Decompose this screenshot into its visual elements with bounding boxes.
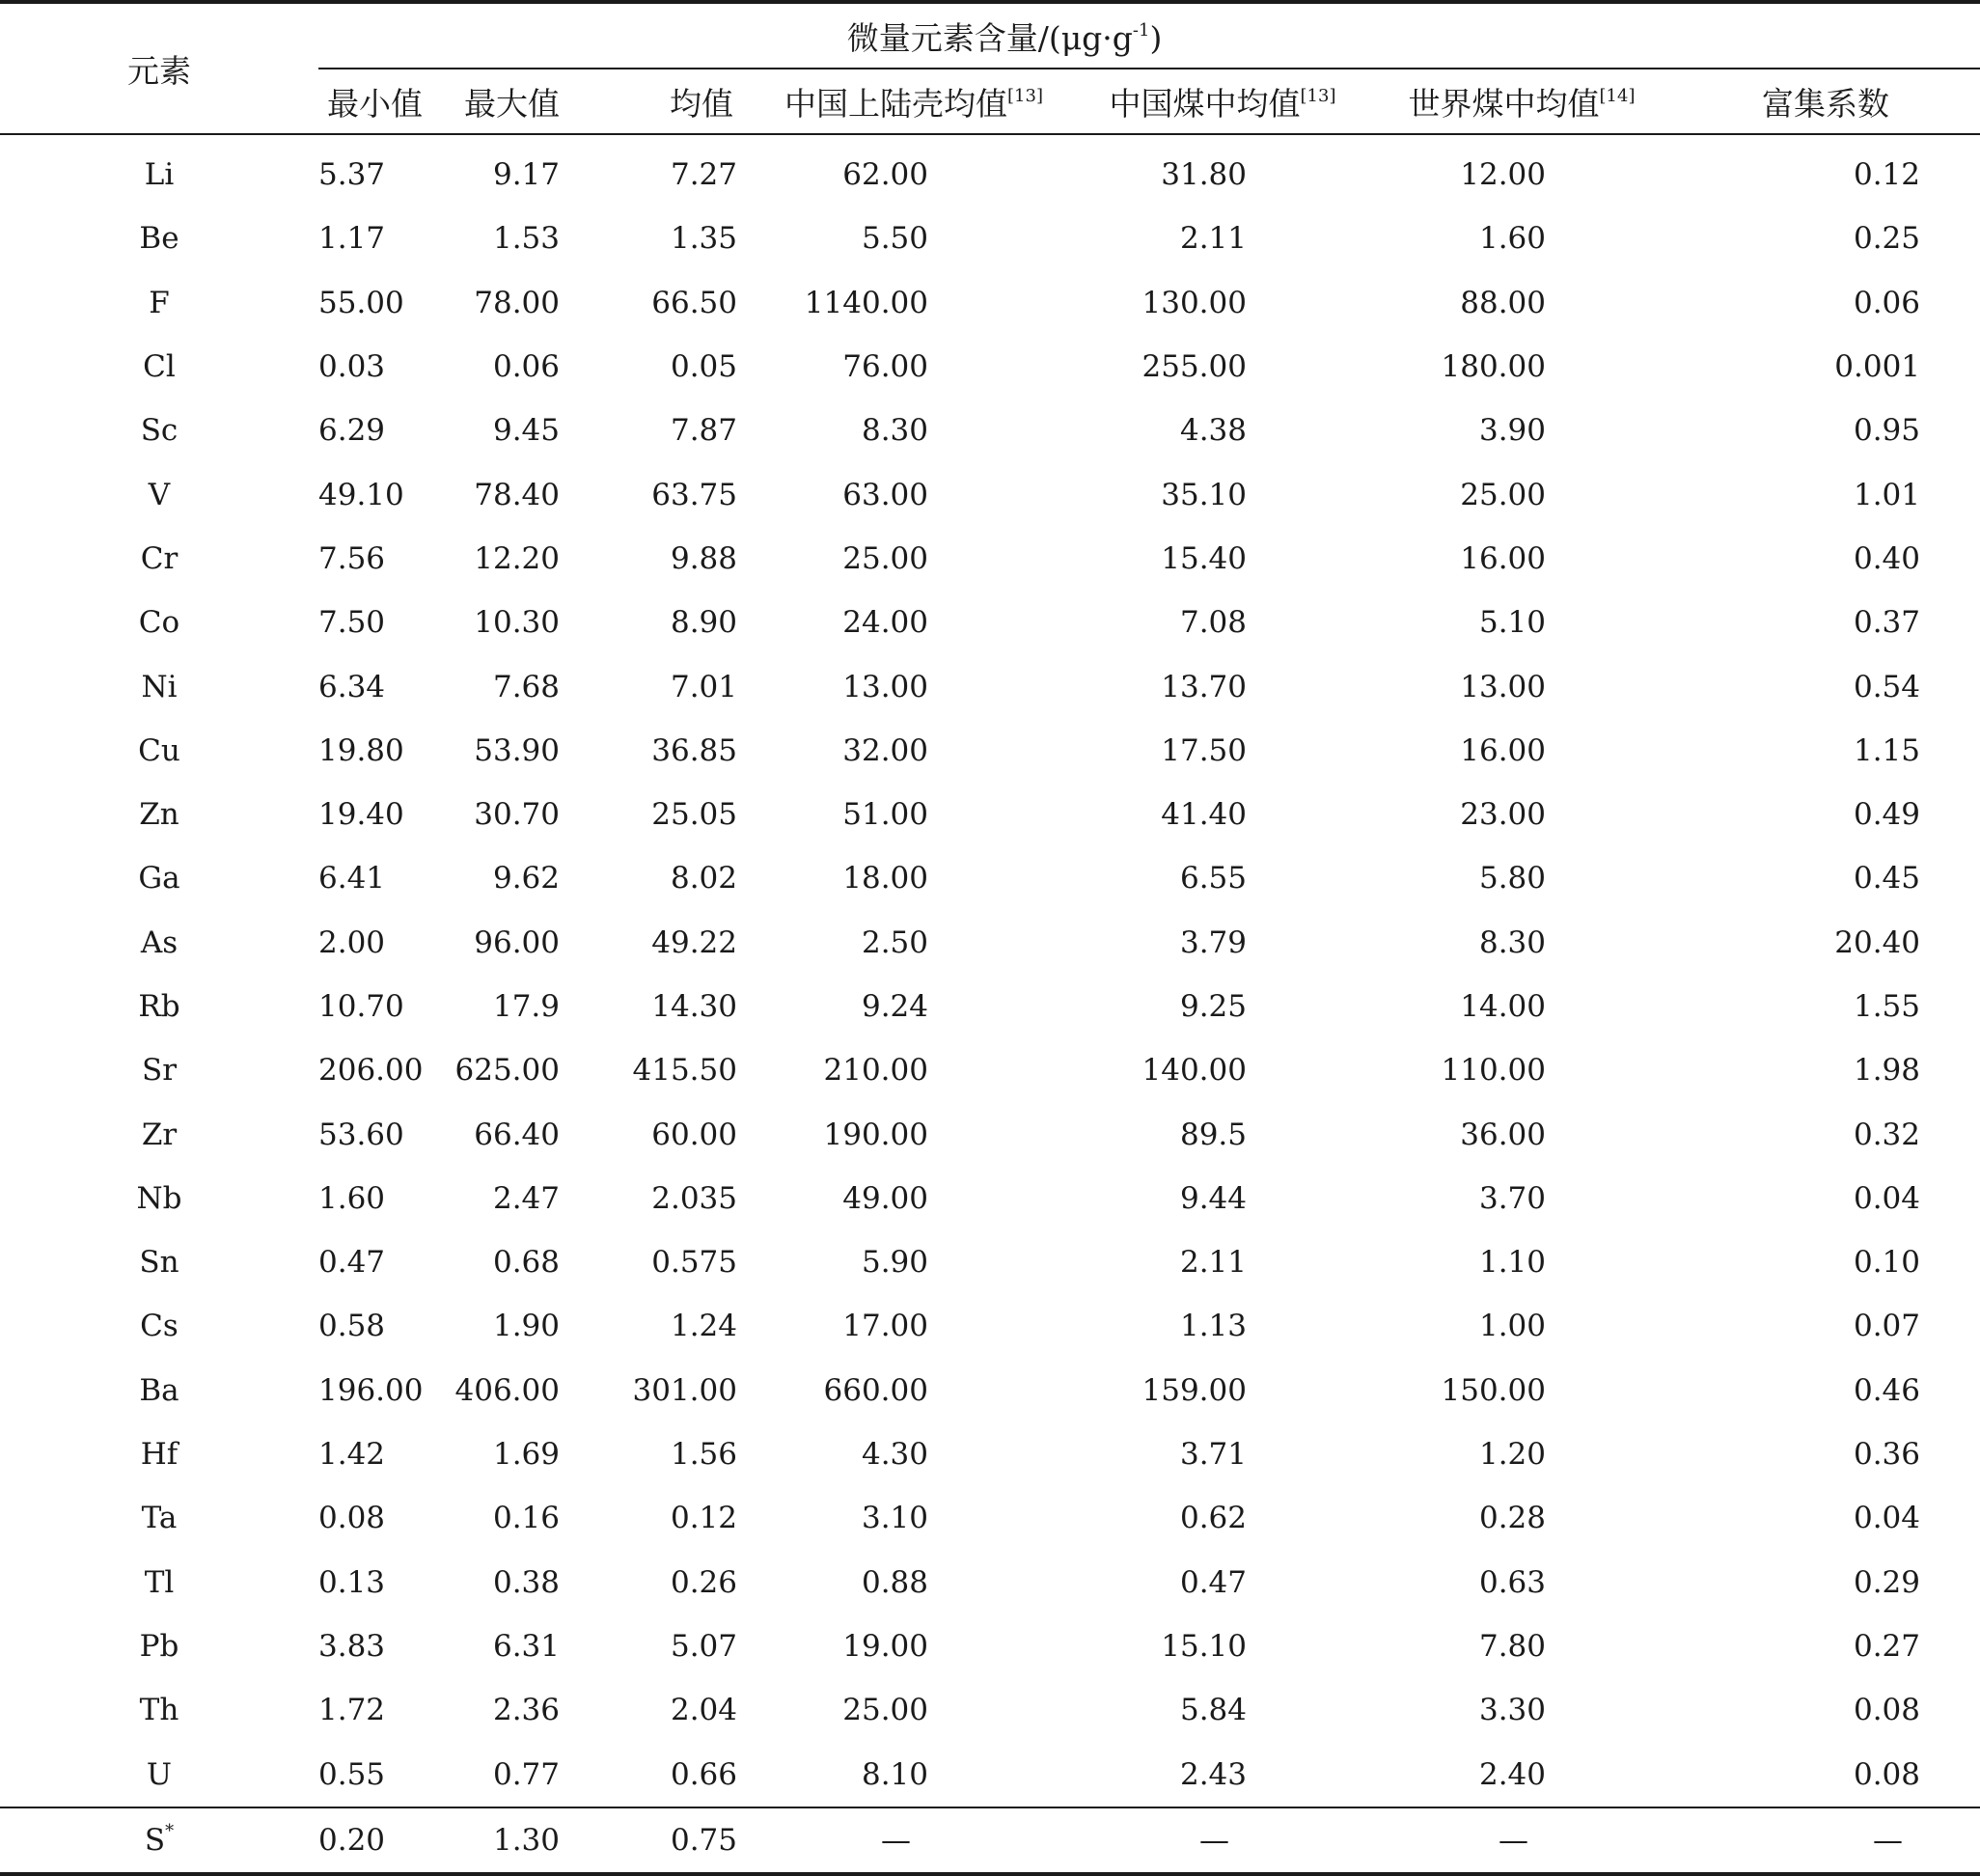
value-cell: 1.13 xyxy=(1179,1309,1247,1344)
element-symbol: Ga xyxy=(138,861,180,897)
column-header-1 xyxy=(318,69,434,134)
element-symbol: Tl xyxy=(144,1564,175,1600)
table-row xyxy=(0,1422,1980,1486)
value-cell: 1.35 xyxy=(670,221,737,257)
value-cell: 0.20 xyxy=(318,1807,434,1874)
value-cell: 76.00 xyxy=(842,349,928,385)
value-cell: 415.50 xyxy=(632,1053,737,1089)
value-cell: 6.34 xyxy=(318,669,386,704)
value-cell: 660.00 xyxy=(823,1372,928,1408)
element-symbol: Pb xyxy=(139,1628,179,1664)
value-cell: 9.24 xyxy=(861,989,928,1024)
element-symbol: Rb xyxy=(138,989,180,1024)
value-cell: 1.30 xyxy=(434,1807,594,1874)
value-cell: 5.07 xyxy=(670,1628,737,1664)
element-header-label: 元素 xyxy=(127,51,191,90)
value-cell: 0.575 xyxy=(651,1245,737,1281)
value-cell: 49.22 xyxy=(651,924,737,960)
element-symbol: Co xyxy=(138,605,180,641)
value-cell: 7.27 xyxy=(670,157,737,193)
element-symbol: Sc xyxy=(140,413,179,449)
table-row xyxy=(0,1551,1980,1614)
table-row xyxy=(0,1038,1980,1102)
value-cell: 0.54 xyxy=(1853,669,1921,704)
value-cell: 9.44 xyxy=(1179,1180,1247,1216)
column-header-2 xyxy=(434,69,594,134)
value-cell: 25.00 xyxy=(842,1693,928,1728)
value-cell: 2.04 xyxy=(670,1693,737,1728)
value-cell: — xyxy=(1372,1807,1671,1874)
value-cell: 25.00 xyxy=(842,540,928,576)
value-cell: 8.10 xyxy=(861,1756,928,1792)
value-cell: 0.13 xyxy=(318,1564,386,1600)
table-row xyxy=(0,1742,1980,1807)
element-symbol: Li xyxy=(144,157,175,193)
value-cell: 5.90 xyxy=(861,1245,928,1281)
value-cell: 6.41 xyxy=(318,861,386,897)
value-cell: 625.00 xyxy=(454,1053,560,1089)
value-cell: 1.53 xyxy=(492,221,560,257)
element-column-header xyxy=(0,2,318,134)
value-cell: 0.47 xyxy=(318,1245,386,1281)
column-header-label: 中国上陆壳均值 xyxy=(784,84,1008,123)
value-cell: 7.80 xyxy=(1478,1628,1546,1664)
column-header-3 xyxy=(594,69,755,134)
value-cell: 19.00 xyxy=(842,1628,928,1664)
table-row xyxy=(0,1614,1980,1678)
value-cell: 0.06 xyxy=(1853,285,1921,320)
value-cell: 0.12 xyxy=(670,1501,737,1536)
value-cell: 7.56 xyxy=(318,540,386,576)
value-cell: 36.85 xyxy=(651,732,737,768)
element-symbol: V xyxy=(148,477,171,512)
value-cell: 9.25 xyxy=(1179,989,1247,1024)
element-symbol: Zn xyxy=(139,797,179,833)
value-cell: 10.30 xyxy=(474,605,560,641)
value-cell: 13.00 xyxy=(1460,669,1546,704)
value-cell: 16.00 xyxy=(1460,540,1546,576)
value-cell: 7.01 xyxy=(670,669,737,704)
value-cell: 8.30 xyxy=(861,413,928,449)
value-cell: 0.49 xyxy=(1853,797,1921,833)
value-cell: 0.36 xyxy=(1853,1437,1921,1473)
value-cell: 8.30 xyxy=(1478,924,1546,960)
value-cell: — xyxy=(1671,1807,1980,1874)
value-cell: 0.03 xyxy=(318,349,386,385)
element-symbol: Th xyxy=(139,1693,179,1728)
column-header-label: 最大值 xyxy=(464,84,560,123)
table-row xyxy=(0,1230,1980,1294)
footnote-marker: * xyxy=(165,1820,175,1841)
value-cell: 0.68 xyxy=(492,1245,560,1281)
element-symbol: Cr xyxy=(140,540,179,576)
value-cell: 1.17 xyxy=(318,221,386,257)
value-cell: 4.38 xyxy=(1179,413,1247,449)
value-cell: 36.00 xyxy=(1460,1117,1546,1152)
value-cell: 78.00 xyxy=(474,285,560,320)
value-cell: 5.50 xyxy=(861,221,928,257)
element-symbol: Cs xyxy=(140,1309,179,1344)
table-row xyxy=(0,335,1980,399)
table-row xyxy=(0,271,1980,335)
value-cell: 301.00 xyxy=(632,1372,737,1408)
table-row xyxy=(0,1102,1980,1166)
value-cell: 9.88 xyxy=(670,540,737,576)
element-symbol: As xyxy=(140,924,179,960)
value-cell: 1.10 xyxy=(1478,1245,1546,1281)
value-cell: 3.10 xyxy=(861,1501,928,1536)
value-cell: 14.30 xyxy=(651,989,737,1024)
value-cell: 60.00 xyxy=(651,1117,737,1152)
value-cell: 31.80 xyxy=(1161,157,1247,193)
value-cell: 7.87 xyxy=(670,413,737,449)
value-cell: 7.08 xyxy=(1179,605,1247,641)
column-header-label: 世界煤中均值 xyxy=(1408,84,1600,123)
value-cell: 66.50 xyxy=(651,285,737,320)
value-cell: 7.68 xyxy=(492,669,560,704)
value-cell: 0.25 xyxy=(1853,221,1921,257)
column-header-5 xyxy=(1073,69,1372,134)
value-cell: 6.55 xyxy=(1179,861,1247,897)
value-cell: 0.07 xyxy=(1853,1309,1921,1344)
value-cell: 1.55 xyxy=(1853,989,1921,1024)
value-cell: 0.12 xyxy=(1853,157,1921,193)
value-cell: 3.71 xyxy=(1179,1437,1247,1473)
sulfur-row xyxy=(0,1807,1980,1874)
value-cell: 0.28 xyxy=(1478,1501,1546,1536)
value-cell: 2.11 xyxy=(1179,1245,1247,1281)
value-cell: 63.00 xyxy=(842,477,928,512)
value-cell: 17.50 xyxy=(1161,732,1247,768)
value-cell: 24.00 xyxy=(842,605,928,641)
value-cell: 0.08 xyxy=(1853,1693,1921,1728)
value-cell: 1.90 xyxy=(492,1309,560,1344)
column-header-4 xyxy=(755,69,1073,134)
value-cell: 1.98 xyxy=(1853,1053,1921,1089)
value-cell: 1.56 xyxy=(670,1437,737,1473)
value-cell: 53.60 xyxy=(318,1117,404,1152)
value-cell: 1140.00 xyxy=(804,285,928,320)
value-cell: 88.00 xyxy=(1460,285,1546,320)
value-cell: 8.90 xyxy=(670,605,737,641)
value-cell: 1.72 xyxy=(318,1693,386,1728)
element-symbol: Sn xyxy=(139,1245,179,1281)
value-cell: 3.70 xyxy=(1478,1180,1546,1216)
value-cell: 0.45 xyxy=(1853,861,1921,897)
table-row xyxy=(0,399,1980,462)
value-cell: 0.04 xyxy=(1853,1501,1921,1536)
reference-superscript: [13] xyxy=(1007,85,1043,106)
value-cell: 41.40 xyxy=(1161,797,1247,833)
table-row xyxy=(0,134,1980,207)
column-header-7 xyxy=(1671,69,1980,134)
value-cell: 0.001 xyxy=(1834,349,1921,385)
value-cell: 16.00 xyxy=(1460,732,1546,768)
table-row xyxy=(0,1359,1980,1422)
value-cell: 140.00 xyxy=(1141,1053,1247,1089)
value-cell: 19.40 xyxy=(318,797,404,833)
value-cell: 210.00 xyxy=(823,1053,928,1089)
value-cell: 96.00 xyxy=(474,924,560,960)
value-cell: 13.70 xyxy=(1161,669,1247,704)
table-row xyxy=(0,207,1980,270)
value-cell: 0.08 xyxy=(318,1501,386,1536)
element-symbol: Cl xyxy=(143,349,176,385)
content-group-header xyxy=(318,2,1980,69)
table-row xyxy=(0,1486,1980,1550)
value-cell: 25.00 xyxy=(1460,477,1546,512)
value-cell: 35.10 xyxy=(1161,477,1247,512)
value-cell: 2.035 xyxy=(651,1180,737,1216)
value-cell: 78.40 xyxy=(474,477,560,512)
table-row xyxy=(0,846,1980,910)
element-symbol: Hf xyxy=(140,1437,179,1473)
value-cell: 2.43 xyxy=(1179,1756,1247,1792)
value-cell: 0.58 xyxy=(318,1309,386,1344)
value-cell: 1.60 xyxy=(1478,221,1546,257)
table-row xyxy=(0,783,1980,846)
value-cell: 25.05 xyxy=(651,797,737,833)
element-symbol: Cu xyxy=(138,732,180,768)
table-row xyxy=(0,462,1980,526)
group-label: 微量元素含量/(μg·g xyxy=(846,18,1133,57)
value-cell: 5.10 xyxy=(1478,605,1546,641)
value-cell: 0.55 xyxy=(318,1756,386,1792)
value-cell: 0.62 xyxy=(1179,1501,1247,1536)
value-cell: 0.05 xyxy=(670,349,737,385)
table-row xyxy=(0,527,1980,591)
value-cell: 49.00 xyxy=(842,1180,928,1216)
value-cell: 0.47 xyxy=(1179,1564,1247,1600)
value-cell: 0.46 xyxy=(1853,1372,1921,1408)
table-row xyxy=(0,591,1980,654)
element-symbol: U xyxy=(146,1756,173,1792)
table-row xyxy=(0,1167,1980,1230)
value-cell: 14.00 xyxy=(1460,989,1546,1024)
value-cell: 51.00 xyxy=(842,797,928,833)
value-cell: 0.37 xyxy=(1853,605,1921,641)
value-cell: 89.5 xyxy=(1179,1117,1247,1152)
value-cell: 0.77 xyxy=(492,1756,560,1792)
value-cell: 3.30 xyxy=(1478,1693,1546,1728)
column-header-label: 最小值 xyxy=(327,84,423,123)
column-header-label: 均值 xyxy=(670,84,733,123)
table-row xyxy=(0,1294,1980,1358)
column-header-label: 富集系数 xyxy=(1762,84,1889,123)
reference-superscript: [14] xyxy=(1599,85,1636,106)
value-cell: 0.06 xyxy=(492,349,560,385)
value-cell: 62.00 xyxy=(842,157,928,193)
value-cell: 1.15 xyxy=(1853,732,1921,768)
value-cell: 1.20 xyxy=(1478,1437,1546,1473)
value-cell: 255.00 xyxy=(1141,349,1247,385)
element-symbol: Zr xyxy=(141,1117,178,1152)
value-cell: 206.00 xyxy=(318,1053,424,1089)
value-cell: — xyxy=(1073,1807,1372,1874)
value-cell: 6.31 xyxy=(492,1628,560,1664)
value-cell: 1.01 xyxy=(1853,477,1921,512)
value-cell: 9.62 xyxy=(492,861,560,897)
value-cell: 3.90 xyxy=(1478,413,1546,449)
value-cell: 8.02 xyxy=(670,861,737,897)
value-cell: 2.36 xyxy=(492,1693,560,1728)
value-cell: 53.90 xyxy=(474,732,560,768)
value-cell: 3.83 xyxy=(318,1628,386,1664)
header-row-group xyxy=(0,2,1980,69)
value-cell: 190.00 xyxy=(823,1117,928,1152)
value-cell: 0.27 xyxy=(1853,1628,1921,1664)
value-cell: 196.00 xyxy=(318,1372,424,1408)
value-cell: 12.20 xyxy=(474,540,560,576)
value-cell: 0.63 xyxy=(1478,1564,1546,1600)
value-cell: 0.66 xyxy=(670,1756,737,1792)
value-cell: 2.00 xyxy=(318,924,386,960)
table-row xyxy=(0,719,1980,783)
value-cell: 159.00 xyxy=(1141,1372,1247,1408)
table-row xyxy=(0,1678,1980,1742)
value-cell: 0.29 xyxy=(1853,1564,1921,1600)
value-cell: 3.79 xyxy=(1179,924,1247,960)
value-cell: 0.04 xyxy=(1853,1180,1921,1216)
value-cell: 0.16 xyxy=(492,1501,560,1536)
element-symbol: Nb xyxy=(136,1180,182,1216)
value-cell: 17.00 xyxy=(842,1309,928,1344)
element-symbol: Ba xyxy=(139,1372,179,1408)
value-cell: 0.38 xyxy=(492,1564,560,1600)
value-cell: 18.00 xyxy=(842,861,928,897)
element-symbol xyxy=(0,1807,318,1874)
column-header-6 xyxy=(1372,69,1671,134)
value-cell: 30.70 xyxy=(474,797,560,833)
group-label-close: ) xyxy=(1149,18,1163,57)
value-cell: 0.75 xyxy=(594,1807,755,1874)
value-cell: 9.45 xyxy=(492,413,560,449)
value-cell: 32.00 xyxy=(842,732,928,768)
value-cell: 130.00 xyxy=(1141,285,1247,320)
element-symbol: F xyxy=(149,285,170,320)
value-cell: 0.26 xyxy=(670,1564,737,1600)
value-cell: 4.30 xyxy=(861,1437,928,1473)
reference-superscript: [13] xyxy=(1300,85,1336,106)
value-cell: 2.40 xyxy=(1478,1756,1546,1792)
value-cell: 66.40 xyxy=(474,1117,560,1152)
value-cell: 5.37 xyxy=(318,157,386,193)
element-symbol: Be xyxy=(139,221,179,257)
value-cell: 63.75 xyxy=(651,477,737,512)
value-cell: 49.10 xyxy=(318,477,404,512)
value-cell: 1.00 xyxy=(1478,1309,1546,1344)
table-row xyxy=(0,654,1980,718)
value-cell: 55.00 xyxy=(318,285,404,320)
value-cell: 150.00 xyxy=(1441,1372,1546,1408)
value-cell: 15.10 xyxy=(1161,1628,1247,1664)
value-cell: 5.80 xyxy=(1478,861,1546,897)
value-cell: 1.42 xyxy=(318,1437,386,1473)
value-cell: 15.40 xyxy=(1161,540,1247,576)
value-cell: 10.70 xyxy=(318,989,404,1024)
value-cell: 0.32 xyxy=(1853,1117,1921,1152)
value-cell: 0.10 xyxy=(1853,1245,1921,1281)
value-cell: 180.00 xyxy=(1441,349,1546,385)
value-cell: 19.80 xyxy=(318,732,404,768)
value-cell: 6.29 xyxy=(318,413,386,449)
element-symbol-text: S xyxy=(144,1822,166,1858)
value-cell: 1.60 xyxy=(318,1180,386,1216)
value-cell: 2.50 xyxy=(861,924,928,960)
value-cell: 0.95 xyxy=(1853,413,1921,449)
column-header-label: 中国煤中均值 xyxy=(1109,84,1301,123)
value-cell: 2.47 xyxy=(492,1180,560,1216)
value-cell: 20.40 xyxy=(1834,924,1921,960)
element-symbol: Sr xyxy=(141,1053,178,1089)
value-cell: 0.08 xyxy=(1853,1756,1921,1792)
value-cell: 0.40 xyxy=(1853,540,1921,576)
value-cell: 2.11 xyxy=(1179,221,1247,257)
table-row xyxy=(0,911,1980,975)
value-cell: 1.24 xyxy=(670,1309,737,1344)
value-cell: 13.00 xyxy=(842,669,928,704)
value-cell: 7.50 xyxy=(318,605,386,641)
value-cell: — xyxy=(755,1807,1073,1874)
element-symbol: Ta xyxy=(141,1501,178,1536)
group-unit-superscript: -1 xyxy=(1132,19,1150,41)
value-cell: 17.9 xyxy=(492,989,560,1024)
table-body xyxy=(0,134,1980,1807)
value-cell: 9.17 xyxy=(492,157,560,193)
value-cell: 0.88 xyxy=(861,1564,928,1600)
value-cell: 23.00 xyxy=(1460,797,1546,833)
value-cell: 1.69 xyxy=(492,1437,560,1473)
value-cell: 406.00 xyxy=(454,1372,560,1408)
value-cell: 5.84 xyxy=(1179,1693,1247,1728)
element-symbol: Ni xyxy=(141,669,178,704)
value-cell: 12.00 xyxy=(1460,157,1546,193)
table-row xyxy=(0,975,1980,1038)
value-cell: 110.00 xyxy=(1441,1053,1546,1089)
